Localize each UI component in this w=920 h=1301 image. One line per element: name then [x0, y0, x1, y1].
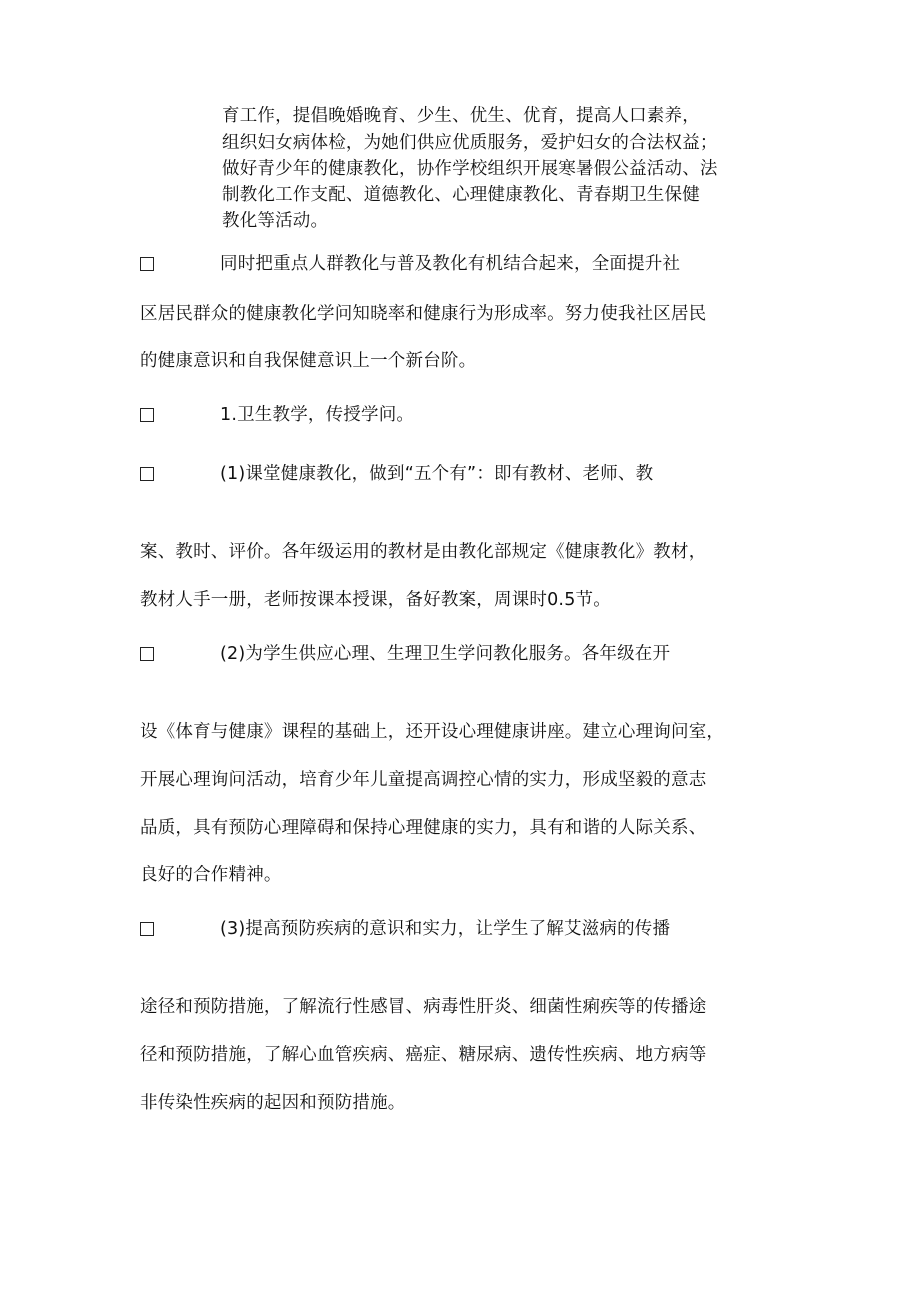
- paragraph-lead: 1.卫生教学，传授学问。: [220, 405, 415, 425]
- intro-line: 教化等活动。: [222, 211, 329, 231]
- checkbox-icon[interactable]: [140, 647, 154, 661]
- checkbox-icon[interactable]: [140, 922, 154, 936]
- intro-line: 育工作，提倡晚婚晚育、少生、优生、优育，提高人口素养，: [222, 106, 700, 126]
- checkbox-icon[interactable]: [140, 408, 154, 422]
- paragraph-line: 的健康意识和自我保健意识上一个新台阶。: [140, 351, 477, 371]
- paragraph-line: 品质，具有预防心理障碍和保持心理健康的实力，具有和谐的人际关系、: [140, 818, 707, 838]
- paragraph-line: 良好的合作精神。: [140, 865, 282, 885]
- paragraph-line: 设《体育与健康》课程的基础上，还开设心理健康讲座。建立心理询问室，: [140, 722, 725, 742]
- paragraph-line: 非传染性疾病的起因和预防措施。: [140, 1093, 406, 1113]
- paragraph-line: 教材人手一册，老师按课本授课，备好教案，周课时0.5节。: [140, 590, 611, 610]
- intro-line: 制教化工作支配、道德教化、心理健康教化、青春期卫生保健: [222, 185, 700, 205]
- checkbox-icon[interactable]: [140, 257, 154, 271]
- checkbox-icon[interactable]: [140, 467, 154, 481]
- paragraph-line: 区居民群众的健康教化学问知晓率和健康行为形成率。努力使我社区居民: [140, 304, 707, 324]
- paragraph-line: 开展心理询问活动，培育少年儿童提高调控心情的实力，形成坚毅的意志: [140, 770, 707, 790]
- paragraph-lead: (1)课堂健康教化，做到“五个有”：即有教材、老师、教: [220, 464, 654, 484]
- paragraph-line: 径和预防措施，了解心血管疾病、癌症、糖尿病、遗传性疾病、地方病等: [140, 1045, 707, 1065]
- paragraph-line: 案、教时、评价。各年级运用的教材是由教化部规定《健康教化》教材，: [140, 542, 707, 562]
- paragraph-lead: (2)为学生供应心理、生理卫生学问教化服务。各年级在开: [220, 644, 671, 664]
- paragraph-lead: 同时把重点人群教化与普及教化有机结合起来，全面提升社: [220, 254, 681, 274]
- intro-line: 做好青少年的健康教化，协作学校组织开展寒暑假公益活动、法: [222, 159, 718, 179]
- paragraph-line: 途径和预防措施，了解流行性感冒、病毒性肝炎、细菌性痢疾等的传播途: [140, 997, 707, 1017]
- intro-line: 组织妇女病体检，为她们供应优质服务，爱护妇女的合法权益；: [222, 133, 718, 153]
- paragraph-lead: (3)提高预防疾病的意识和实力，让学生了解艾滋病的传播: [220, 919, 671, 939]
